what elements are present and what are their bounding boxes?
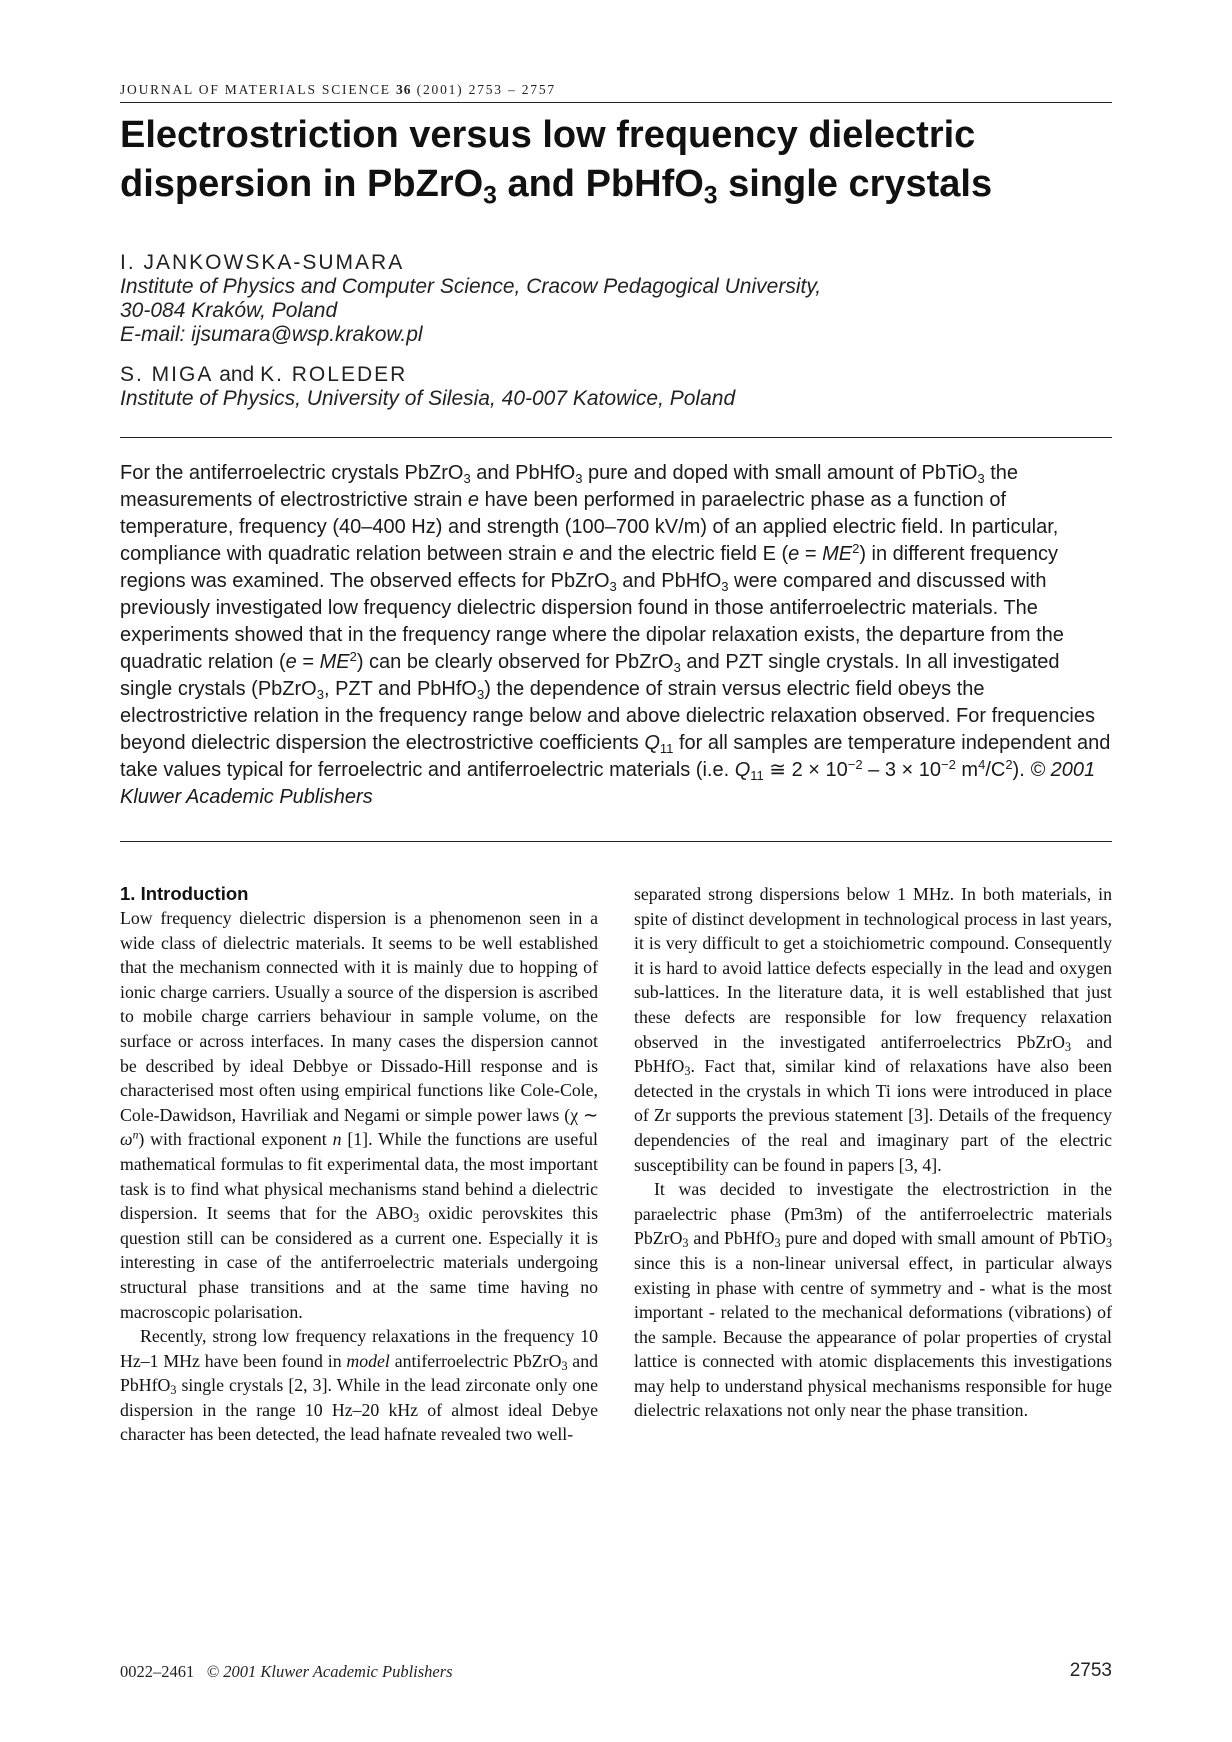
paragraph: It was decided to investigate the electrostriction in the paraelectric phase (Pm3m) of the antiferroelectric materials PbZrO$_3$ and PbHfO$_3$ pure and doped with small amount of PbTiO$_3$ since this is a non-linear universal effect, in particular always existing in phase with centre of symmetry and - what is the most important - related to the mechanical deformations (vibrations) of the sample. Because the appearance of polar properties of crystal lattice is connected with atomic displacements this investigations may help to understand physical mechanisms responsible for huge dielectric relaxations not only near the phase transition. xyxy=(634,1179,1112,1421)
issn: 0022–2461 xyxy=(120,1662,195,1681)
divider xyxy=(120,841,1112,842)
divider xyxy=(120,437,1112,438)
author-name: I. JANKOWSKA-SUMARA xyxy=(120,251,405,274)
author-email: E-mail: ijsumara@wsp.krakow.pl xyxy=(120,323,423,346)
section-heading: 1. Introduction xyxy=(120,883,249,904)
author-block xyxy=(120,251,1112,411)
article-title xyxy=(120,111,1112,209)
journal-name: JOURNAL OF MATERIALS SCIENCE xyxy=(120,82,391,97)
footer-copyright: © 2001 Kluwer Academic Publishers xyxy=(206,1662,453,1681)
article-page xyxy=(120,82,1112,1702)
author-affiliation-2: Institute of Physics, University of Silesia, 40-007 Katowice, Poland xyxy=(120,387,736,410)
journal-volume: 36 xyxy=(395,82,412,97)
page-number: 2753 xyxy=(1069,1660,1112,1681)
author-names-2: S. MIGA and K. ROLEDER xyxy=(120,363,408,386)
journal-year-pages: (2001) 2753 – 2757 xyxy=(416,82,556,97)
journal-header xyxy=(120,82,1112,103)
page-footer xyxy=(120,1662,1112,1682)
author-affiliation: Institute of Physics and Computer Science, Cracow Pedagogical University, xyxy=(120,275,822,298)
title-line-2: dispersion in PbZrO$_3$ and PbHfO$_3$ single crystals xyxy=(120,163,993,210)
paragraph: separated strong dispersions below 1 MHz. In both materials, in spite of distinct development in technological process in last years, it is very difficult to get a stoichiometric compound. Consequently it is hard to avoid lattice defects especially in the lead and oxygen sub-lattices. In the literature data, it is well established that just these defects are responsible for low frequency relaxation observed in the investigated antiferroelectrics PbZrO$_3$ and PbHfO$_3$. Fact that, similar kind of relaxations have also been detected in the crystals in which Ti ions were introduced in place of Zr supports the previous statement [3]. Details of the frequency dependencies of the real and imaginary part of the electric susceptibility can be found in papers [3, 4]. xyxy=(634,884,1112,1175)
right-column xyxy=(634,882,1112,1423)
paragraph: Low frequency dielectric dispersion is a phenomenon seen in a wide class of dielectric materials. It seems to be well established that the mechanism connected with it is mainly due to hopping of ionic charge carriers. Usually a source of the dispersion is ascribed to mobile charge carriers behaviour in sample volume, on the surface or across interfaces. In many cases the dispersion cannot be described by ideal Debbye or Dissado-Hill response and is characterised most often using empirical functions like Cole-Cole, Cole-Dawidson, Havriliak and Negami or simple power laws (χ ∼ $\omega^n$) with fractional exponent n [1]. While the functions are useful mathematical formulas to fit experimental data, the most important task is to find what physical mechanisms stand behind a dielectric dispersion. It seems that for the $ABO_3$ oxidic perovskites this question still can be considered as a current one. Especially it is interesting in case of the antiferroelectric materials undergoing structural phase transitions and at the same time having no macroscopic polarisation. xyxy=(120,908,598,1322)
title-line-1: Electrostriction versus low frequency dielectric xyxy=(120,114,976,156)
author-address: 30-084 Kraków, Poland xyxy=(120,299,338,322)
left-column xyxy=(120,882,598,1447)
abstract: For the antiferroelectric crystals PbZrO$_3$ and PbHfO$_3$ pure and doped with small amount of PbTiO$_3$ the measurements of electrostrictive strain e have been performed in paraelectric phase as a function of temperature, frequency (40–400 Hz) and strength (100–700 kV/m) of an applied electric field. In particular, compliance with quadratic relation between strain e and the electric field E $(e = ME^2)$ in different frequency regions was examined. The observed effects for PbZrO$_3$ and PbHfO$_3$ were compared and discussed with previously investigated low frequency dielectric dispersion found in those antiferroelectric materials. The experiments showed that in the frequency range where the dipolar relaxation exists, the departure from the quadratic relation $(e = ME^2)$ can be clearly observed for PbZrO$_3$ and PZT single crystals. In all investigated single crystals (PbZrO$_3$, PZT and PbHfO$_3$) the dependence of strain versus electric field obeys the electrostrictive relation in the frequency range below and above dielectric relaxation observed. For frequencies beyond dielectric dispersion the electrostrictive coefficients $Q_{11}$ for all samples are temperature independent and take values typical for ferroelectric and antiferroelectric materials (i.e. $Q_{11}$ ≅ $2 \times 10^{-2} - 3 \times 10^{-2}$ $m^4/C^2$). © 2001 Kluwer Academic Publishers xyxy=(120,462,1111,808)
body-columns xyxy=(120,882,1112,1702)
paragraph: Recently, strong low frequency relaxations in the frequency 10 Hz–1 MHz have been found in model antiferroelectric PbZrO$_3$ and PbHfO$_3$ single crystals [2, 3]. While in the lead zirconate only one dispersion in the range 10 Hz–20 kHz of almost ideal Debye character has been detected, the lead hafnate revealed two well- xyxy=(120,1326,598,1445)
